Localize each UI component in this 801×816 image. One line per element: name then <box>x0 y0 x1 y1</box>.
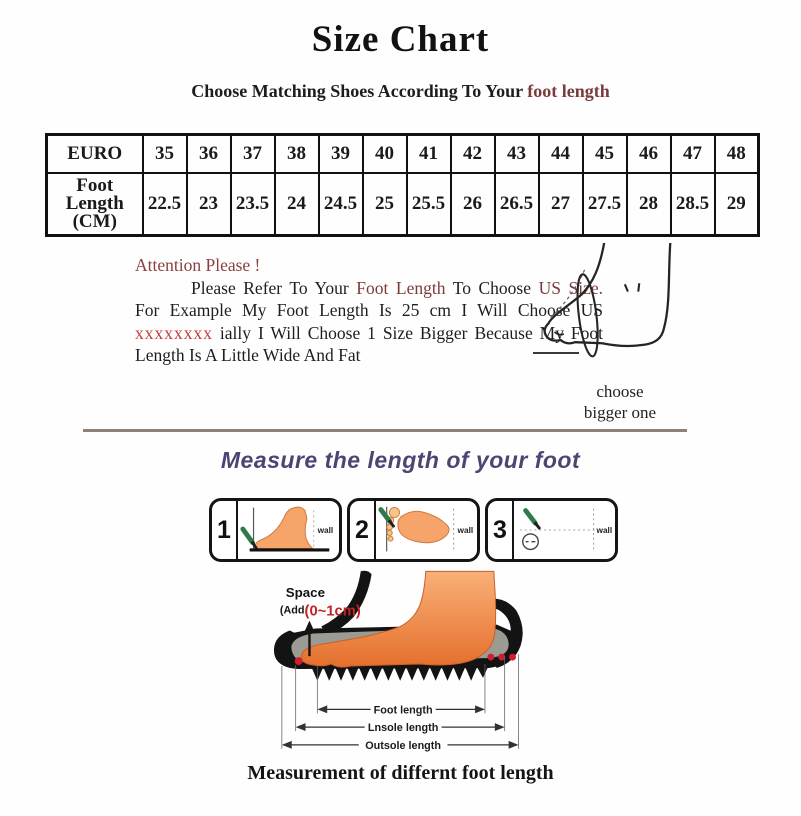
space-add-range-label: (0~1cm) <box>304 603 361 620</box>
table-cell: 47 <box>671 135 715 173</box>
up-arrow-icon <box>305 621 315 632</box>
table-cell: 43 <box>495 135 539 173</box>
shoe-measurement-diagram <box>272 568 552 762</box>
step-2-box <box>347 498 480 562</box>
table-cell: 39 <box>319 135 363 173</box>
table-row-euro <box>47 135 759 173</box>
attention-note <box>135 254 603 367</box>
table-header-foot-length: Foot Length (CM) <box>47 173 143 236</box>
step-1-illustration <box>238 501 339 559</box>
table-cell: 48 <box>715 135 759 173</box>
space-label: Space <box>285 584 325 600</box>
table-cell: 35 <box>143 135 187 173</box>
table-cell: 26 <box>451 173 495 236</box>
page-title: Size Chart <box>311 19 490 60</box>
step-2-illustration <box>376 501 477 559</box>
subtitle <box>0 81 801 102</box>
step-number: 1 <box>212 501 238 559</box>
table-cell: 40 <box>363 135 407 173</box>
attention-highlight-foot-length: Foot Length <box>356 277 446 298</box>
attention-text: Please Refer To Your <box>191 277 357 298</box>
measure-mark-icon <box>523 534 539 550</box>
table-cell: 22.5 <box>143 173 187 236</box>
attention-text: ially I Will Choose 1 Size Bigger Because My Foot Length Is A Little Wide And Fat <box>135 322 603 365</box>
section-divider <box>83 429 687 432</box>
table-cell: 23 <box>187 173 231 236</box>
insole-length-label: Lnsole length <box>367 722 439 735</box>
bottom-caption: Measurement of differnt foot length <box>247 762 554 784</box>
table-cell: 44 <box>539 135 583 173</box>
shoe-length-diagram <box>272 568 552 762</box>
space-add-label: (Add <box>279 604 305 617</box>
table-cell: 24.5 <box>319 173 363 236</box>
step-number: 2 <box>350 501 376 559</box>
attention-crossed-out-text: xxxxxxxx <box>135 322 213 343</box>
step-3-box <box>485 498 618 562</box>
table-cell: 45 <box>583 135 627 173</box>
table-header-euro: EURO <box>47 135 143 173</box>
step-3-illustration <box>514 501 615 559</box>
table-cell: 29 <box>715 173 759 236</box>
caption-line: choose <box>596 382 644 401</box>
measure-steps <box>209 498 618 562</box>
marker-pen-icon <box>243 529 257 548</box>
attention-text: For Example My Foot Length Is 25 cm I Will Choose US <box>135 300 603 320</box>
foot-length-label: Foot length <box>373 704 433 717</box>
attention-heading: Attention Please ! <box>135 255 261 275</box>
outsole-length-label: Outsole length <box>365 739 442 752</box>
wall-label: wall <box>317 525 334 535</box>
choose-bigger-caption <box>553 381 687 423</box>
table-cell: 46 <box>627 135 671 173</box>
table-cell: 37 <box>231 135 275 173</box>
step-number: 3 <box>488 501 514 559</box>
table-cell: 25.5 <box>407 173 451 236</box>
table-row-foot-length <box>47 173 759 236</box>
foot-side-icon <box>255 507 313 548</box>
foot-side-sketch <box>540 243 690 367</box>
table-cell: 27.5 <box>583 173 627 236</box>
table-cell: 28.5 <box>671 173 715 236</box>
step-1-box <box>209 498 342 562</box>
caption-line: bigger one <box>583 403 657 422</box>
table-cell: 26.5 <box>495 173 539 236</box>
footprint-icon <box>387 507 449 542</box>
wall-label: wall <box>596 525 613 535</box>
attention-text: To Choose <box>445 277 539 298</box>
wall-label: wall <box>457 525 474 535</box>
marker-pen-icon <box>526 511 540 528</box>
size-conversion-table <box>45 133 760 237</box>
attention-highlight-us-size: US Size. <box>538 277 604 298</box>
subtitle-text: Choose Matching Shoes According To Your <box>191 81 523 101</box>
subtitle-highlight: foot length <box>527 81 610 101</box>
table-cell: 23.5 <box>231 173 275 236</box>
table-cell: 38 <box>275 135 319 173</box>
pointer-line <box>533 352 579 354</box>
table-cell: 27 <box>539 173 583 236</box>
table-cell: 41 <box>407 135 451 173</box>
table-cell: 28 <box>627 173 671 236</box>
table-cell: 36 <box>187 135 231 173</box>
table-cell: 25 <box>363 173 407 236</box>
foot-outline-drawing-icon <box>540 243 690 367</box>
table-cell: 42 <box>451 135 495 173</box>
table-cell: 24 <box>275 173 319 236</box>
measure-section-heading: Measure the length of your foot <box>220 447 581 473</box>
